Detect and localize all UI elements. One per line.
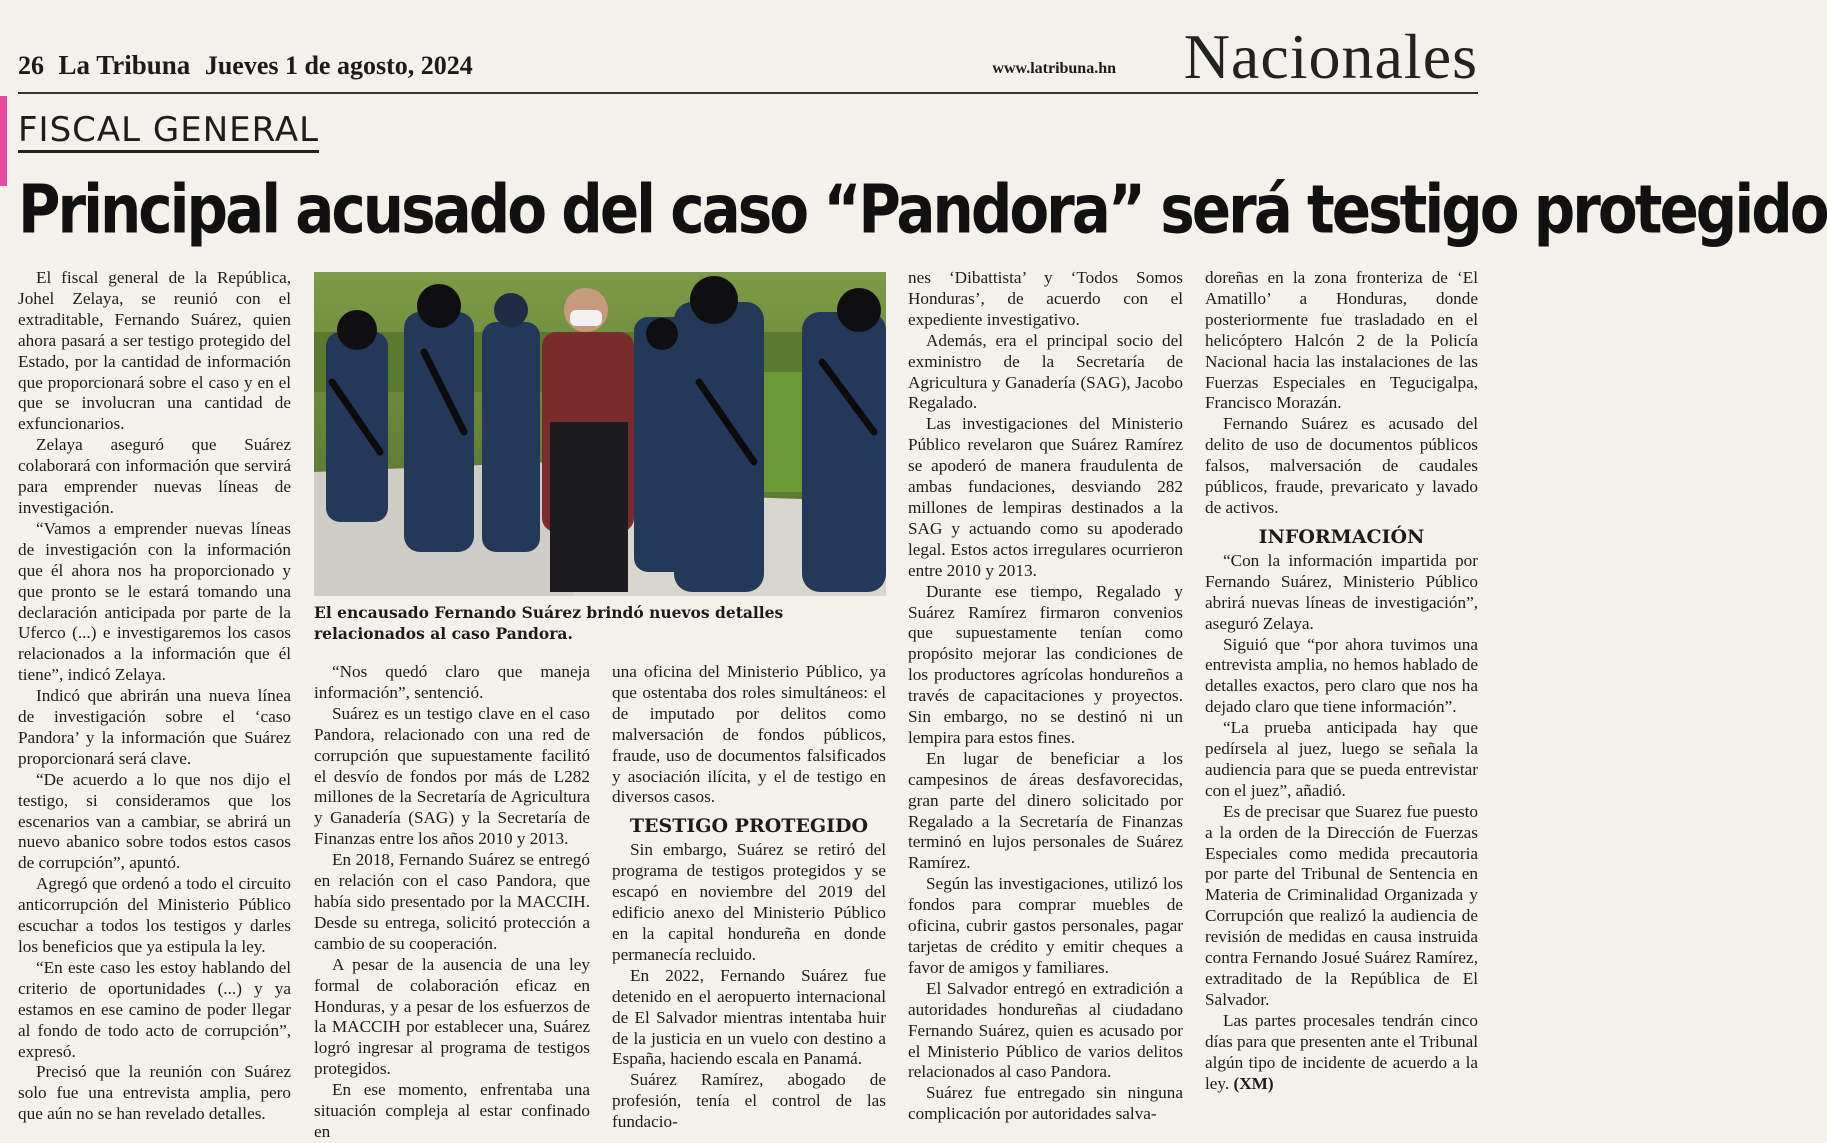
paragraph: En 2018, Fernando Suárez se entregó en relación con el caso Pandora, que había sido presentado por la MACCIH. Desde su entrega, solicitó protección a cambio de su cooperación. [314,850,590,953]
article-kicker: FISCAL GENERAL [18,110,319,153]
article-photo [314,272,886,596]
photo-police-escort-illustration [314,272,886,596]
paragraph: A pesar de la ausencia de una ley formal de colaboración eficaz en Honduras, y a pesar de los esfuerzos de la MACCIH por establecer una, Suárez logró ingresar al programa de testigos protegidos. [314,954,590,1079]
paragraph: “De acuerdo a lo que nos dijo el testigo, si consideramos que los escenarios van a cambiar, se abrirá un nuevo abanico sobre todos estos casos de corrupción”, apuntó. [18,769,291,873]
paragraph: Sin embargo, Suárez se retiró del programa de testigos protegidos y se escapó en noviembre del 2019 del edificio anexo del Ministerio Público en la capital hondureña en donde permanecía recluido. [612,840,886,964]
paragraph: Además, era el principal socio del exministro de la Secretaría de Agricultura y Ganadería (SAG), Jacobo Regalado. [908,330,1183,413]
subheading-informacion: INFORMACIÓN [1258,525,1425,548]
paragraph: Zelaya aseguró que Suárez colaborará con información que servirá para emprender nuevas líneas de investigación. [18,435,291,517]
paragraph: “Vamos a emprender nuevas líneas de investigación con la información que él ahora nos ha proporcionado y que pronto se le estará tomando una declaración anticipada por parte de la Uferco (...) e investigaremos los casos relacionados a la información que él tiene”, indicó Zelaya. [18,518,291,685]
column-2 [314,662,590,1143]
paragraph: Indicó que abrirán una nueva línea de investigación sobre el ‘caso Pandora’ y la información que Suárez proporcionará será clave. [18,686,291,768]
folio [18,50,473,81]
paragraph: En 2022, Fernando Suárez fue detenido en el aeropuerto internacional de El Salvador mientras intentaba huir de la justicia en un vuelo con destino a España, haciendo escala en Panamá. [612,965,886,1069]
subheading-testigo-protegido: TESTIGO PROTEGIDO [629,815,869,838]
column-4 [908,268,1183,1125]
column-5 [1205,268,1478,1094]
paragraph [1205,1011,1478,1095]
paragraph: Suárez fue entregado sin ninguna complicación por autoridades salva- [908,1083,1183,1124]
column-3 [612,662,886,1133]
article-headline: Principal acusado del caso “Pandora” será testigo protegido [18,170,1827,249]
newspaper-name: La Tribuna [58,50,191,80]
paragraph: “Con la información impartida por Fernando Suárez, Ministerio Público abrirá nuevas líneas de investigación”, aseguró Zelaya. [1205,550,1478,633]
photo-caption: El encausado Fernando Suárez brindó nuevos detalles relacionados al caso Pandora. [314,603,784,643]
paragraph: Suárez Ramírez, abogado de profesión, tenía el control de las fundacio- [612,1070,886,1132]
paragraph: “La prueba anticipada hay que pedírsela al juez, luego se señala la audiencia para que se pueda entrevistar con el juez”, añadió. [1205,718,1478,800]
paragraph: En lugar de beneficiar a los campesinos de áreas desfavorecidas, gran parte del dinero solicitado por Regalado a la Secretaría de Finanzas terminó en lujos personales de Suárez Ramírez. [908,748,1183,873]
section-name: Nacionales [1183,21,1478,92]
paragraph: El Salvador entregó en extradición a autoridades hondureñas al ciudadano Fernando Suárez, quien es acusado por el Ministerio Público de varios delitos relacionados al caso Pandora. [908,978,1183,1082]
page-header [18,22,1478,92]
paragraph: Precisó que la reunión con Suárez solo fue una entrevista amplia, pero que aún no se han revelado detalles. [18,1062,291,1124]
paragraph: “En este caso les estoy hablando del criterio de oportunidades (...) y ya estamos en ese camino de poder llegar al fondo de todo acto de corrupción”, expresó. [18,957,291,1061]
paragraph-text: Las partes procesales tendrán cinco días para que presenten ante el Tribunal algún tipo de incidente de acuerdo a la ley. [1205,1010,1479,1093]
column-1 [18,268,291,1125]
paragraph: Suárez es un testigo clave en el caso Pandora, relacionado con una red de corrupción que supuestamente facilitó el desvío de fondos por más de L282 millones de la Secretaría de Agricultura y Ganadería (SAG) y la Secretaría de Finanzas entre los años 2010 y 2013. [314,703,590,849]
paragraph: Durante ese tiempo, Regalado y Suárez Ramírez firmaron convenios que supuestamente tenían como propósito mejorar las condiciones de los productores agrícolas hondureños a través de capacitaciones y proyectos. Sin embargo, no se destinó ni un lempira para estos fines. [908,581,1183,747]
paragraph: una oficina del Ministerio Público, ya que ostentaba dos roles simultáneos: el de imputado por delitos como malversación de fondos públicos, fraude, uso de documentos falsificados y asociación ilícita, y el de testigo en diversos casos. [612,662,886,807]
author-signature: (XM) [1233,1073,1274,1093]
website-url: www.latribuna.hn [992,60,1116,77]
paragraph: “Nos quedó claro que maneja información”, sentenció. [314,662,590,702]
issue-date: Jueves 1 de agosto, 2024 [204,51,473,80]
header-rule [18,92,1478,94]
paragraph: Agregó que ordenó a todo el circuito anticorrupción del Ministerio Público escuchar a todos los testigos y darles los beneficios que ya estipula la ley. [18,874,291,956]
paragraph: En ese momento, enfrentaba una situación compleja al estar confinado en [314,1080,590,1141]
print-color-mark [0,96,7,186]
page-number: 26 [18,51,44,80]
paragraph: Fernando Suárez es acusado del delito de uso de documentos públicos falsos, malversación de caudales públicos, fraude, prevaricato y lavado de activos. [1205,414,1478,517]
paragraph: doreñas en la zona fronteriza de ‘El Amatillo’ a Honduras, donde posteriormente fue trasladado en el helicóptero Halcón 2 de la Policía Nacional hacia las instalaciones de las Fuerzas Especiales en Tegucigalpa, Francisco Morazán. [1205,268,1478,413]
paragraph: Las investigaciones del Ministerio Público revelaron que Suárez Ramírez se apoderó de manera fraudulenta de ambas fundaciones, desviando 282 millones de lempiras destinados a la SAG y actuando como su apoderado legal. Estos actos irregulares ocurrieron entre 2010 y 2013. [908,414,1183,580]
paragraph: Siguió que “por ahora tuvimos una entrevista amplia, no hemos hablado de detalles exactos, pero claro que nos ha dejado claro que tiene información”. [1205,634,1478,717]
paragraph: El fiscal general de la República, Johel Zelaya, se reunió con el extraditable, Fernando Suárez, quien ahora pasará a ser testigo protegido del Estado, por la cantidad de información que proporcionará sobre el caso y en el que se involucran una cantidad de exfuncionarios. [18,268,291,434]
paragraph: Según las investigaciones, utilizó los fondos para comprar muebles de oficina, cubrir gastos personales, pagar tarjetas de crédito y emitir cheques a favor de amigos y familiares. [908,874,1183,977]
paragraph: nes ‘Dibattista’ y ‘Todos Somos Honduras’, de acuerdo con el expediente investigativo. [908,268,1183,329]
paragraph: Es de precisar que Suarez fue puesto a la orden de la Dirección de Fuerzas Especiales como medida precautoria por parte del Tribunal de Sentencia en Materia de Criminalidad Organizada y Corrupción que realizó la audiencia de revisión de medidas en causa instruida contra Fernando Josué Suárez Ramírez, extraditado de la República de El Salvador. [1205,801,1478,1009]
